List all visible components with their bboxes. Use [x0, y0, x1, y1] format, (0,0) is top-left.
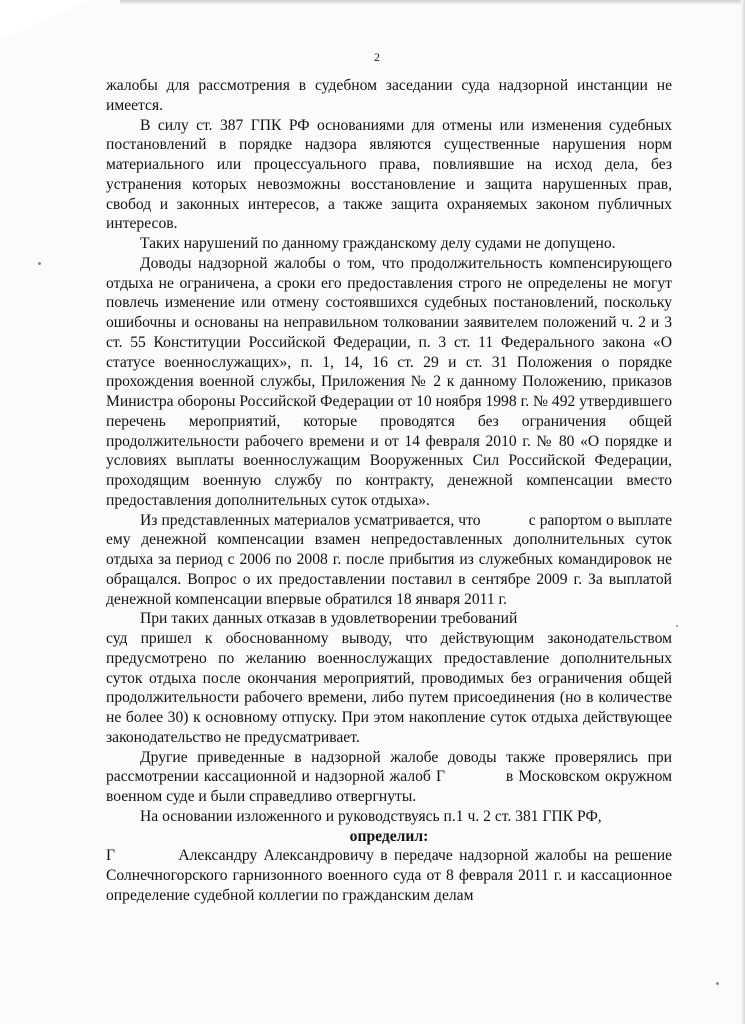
paragraph-6: При таких данных отказав в удовлетворении требований: [140, 610, 518, 628]
page-corner: [0, 0, 90, 40]
ruling-heading: определил:: [349, 827, 429, 845]
paragraph-7: суд пришел к обоснованному выводу, что действующим законодательством предусмотрено по желанию военнослужащих предоставление дополнительных суток отдыха после окончания мероприятий, проводимых без ограничения общей продолжительности рабочего времени, либо путем присоединения (но в количестве не более 30) к основному отпуску. При этом накопление суток отдыха действующее законодательство не предусматривает.: [106, 630, 672, 746]
scan-speck: [38, 262, 41, 265]
paragraph-9: На основании изложенного и руководствуясь п.1 ч. 2 ст. 381 ГПК РФ,: [140, 807, 602, 825]
paragraph-10: Г Александру Александровичу в передаче надзорной жалобы на решение Солнечногорского гарнизонного военного суда от 8 февраля 2011 г. и кассационное определение судебной коллегии по гражданским делам: [106, 847, 676, 904]
page-number: 2: [374, 50, 380, 64]
scan-speck: [676, 625, 678, 627]
page-right-edge: [741, 0, 745, 1024]
paragraph-1: жалобы для рассмотрения в судебном заседании суда надзорной инстанции не имеется.: [106, 77, 672, 114]
document-body: [106, 76, 676, 906]
paragraph-2: В силу ст. 387 ГПК РФ основаниями для отмены или изменения судебных постановлений в порядке надзора являются существенные нарушения норм материального или процессуального права, повлиявшие на исход дела, без устранения которых невозможны восстановление и защита нарушенных прав, свобод и законных интересов, а также защита охраняемых законом публичных интересов.: [106, 116, 672, 233]
paragraph-3: Таких нарушений по данному гражданскому делу судами не допущено.: [140, 235, 616, 252]
scan-speck: [716, 982, 719, 985]
paragraph-5: Из представленных материалов усматривается, что с рапортом о выплате ему денежной компенсации взамен непредоставленных дополнительных суток отдыха за период с 2006 по 2008 г. после прибытия из служебных командировок не обращался. Вопрос о их предоставлении поставил в сентябре 2009 г. За выплатой денежной компенсации впервые обратился 18 января 2011 г.: [106, 511, 676, 608]
paragraph-8: Другие приведенные в надзорной жалобе доводы также проверялись при рассмотрении кассационной и надзорной жалоб Г в Московском окружном военном суде и были справедливо отвергнуты.: [106, 748, 676, 805]
page-top-edge: [120, 0, 745, 5]
paragraph-4: Доводы надзорной жалобы о том, что продолжительность компенсирующего отдыха не ограничена, а сроки его предоставления строго не определены не могут повлечь изменение или отмену состоявшихся судебных постановлений, поскольку ошибочны и основаны на неправильном толковании заявителем положений ч. 2 и 3 ст. 55 Конституции Российской Федерации, п. 3 ст. 11 Федерального закона «О статусе военнослужащих», п. 1, 14, 16 ст. 29 и ст. 31 Положения о порядке прохождения военной службы, Приложения № 2 к данному Положению, приказов Министра обороны Российской Федерации от 10 ноября 1998 г. № 492 утвердившего перечень мероприятий, которые проводятся без ограничения общей продолжительности рабочего времени и от 14 февраля 2010 г. № 80 «О порядке и условиях выплаты военнослужащим Вооруженных Сил Российской Федерации, проходящим военную службу по контракту, денежной компенсации вместо предоставления дополнительных суток отдыха».: [106, 254, 672, 509]
